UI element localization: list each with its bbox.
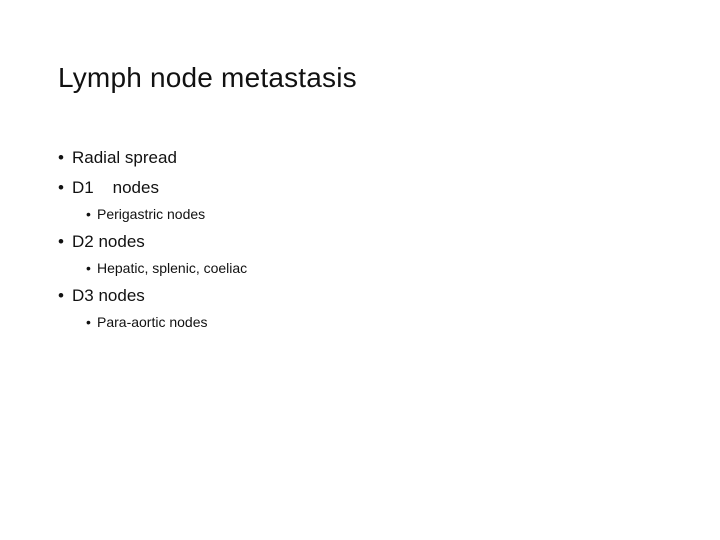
bullet-item [58, 147, 247, 169]
sub-bullet-marker: • [86, 206, 91, 222]
bullet-item [58, 177, 247, 199]
sub-bullet-text: Hepatic, splenic, coeliac [97, 260, 248, 276]
sub-bullet-item [58, 313, 247, 331]
bullet-item [58, 231, 247, 253]
bullet-item [58, 285, 247, 307]
slide-title: Lymph node metastasis [58, 62, 357, 93]
bullet-text: D2 nodes [72, 232, 145, 251]
bullet-text: D3 nodes [72, 286, 145, 305]
sub-bullet-item [58, 259, 247, 277]
sub-bullet-text: Para-aortic nodes [97, 314, 208, 330]
bullet-text: Radial spread [72, 148, 177, 167]
bullet-marker: • [58, 232, 64, 251]
bullet-marker: • [58, 148, 64, 167]
bullet-text: D1 nodes [72, 178, 159, 197]
bullet-marker: • [58, 178, 64, 197]
bullet-list [58, 147, 247, 331]
sub-bullet-item [58, 205, 247, 223]
sub-bullet-marker: • [86, 260, 91, 276]
sub-bullet-marker: • [86, 314, 91, 330]
bullet-marker: • [58, 286, 64, 305]
sub-bullet-text: Perigastric nodes [97, 206, 206, 222]
